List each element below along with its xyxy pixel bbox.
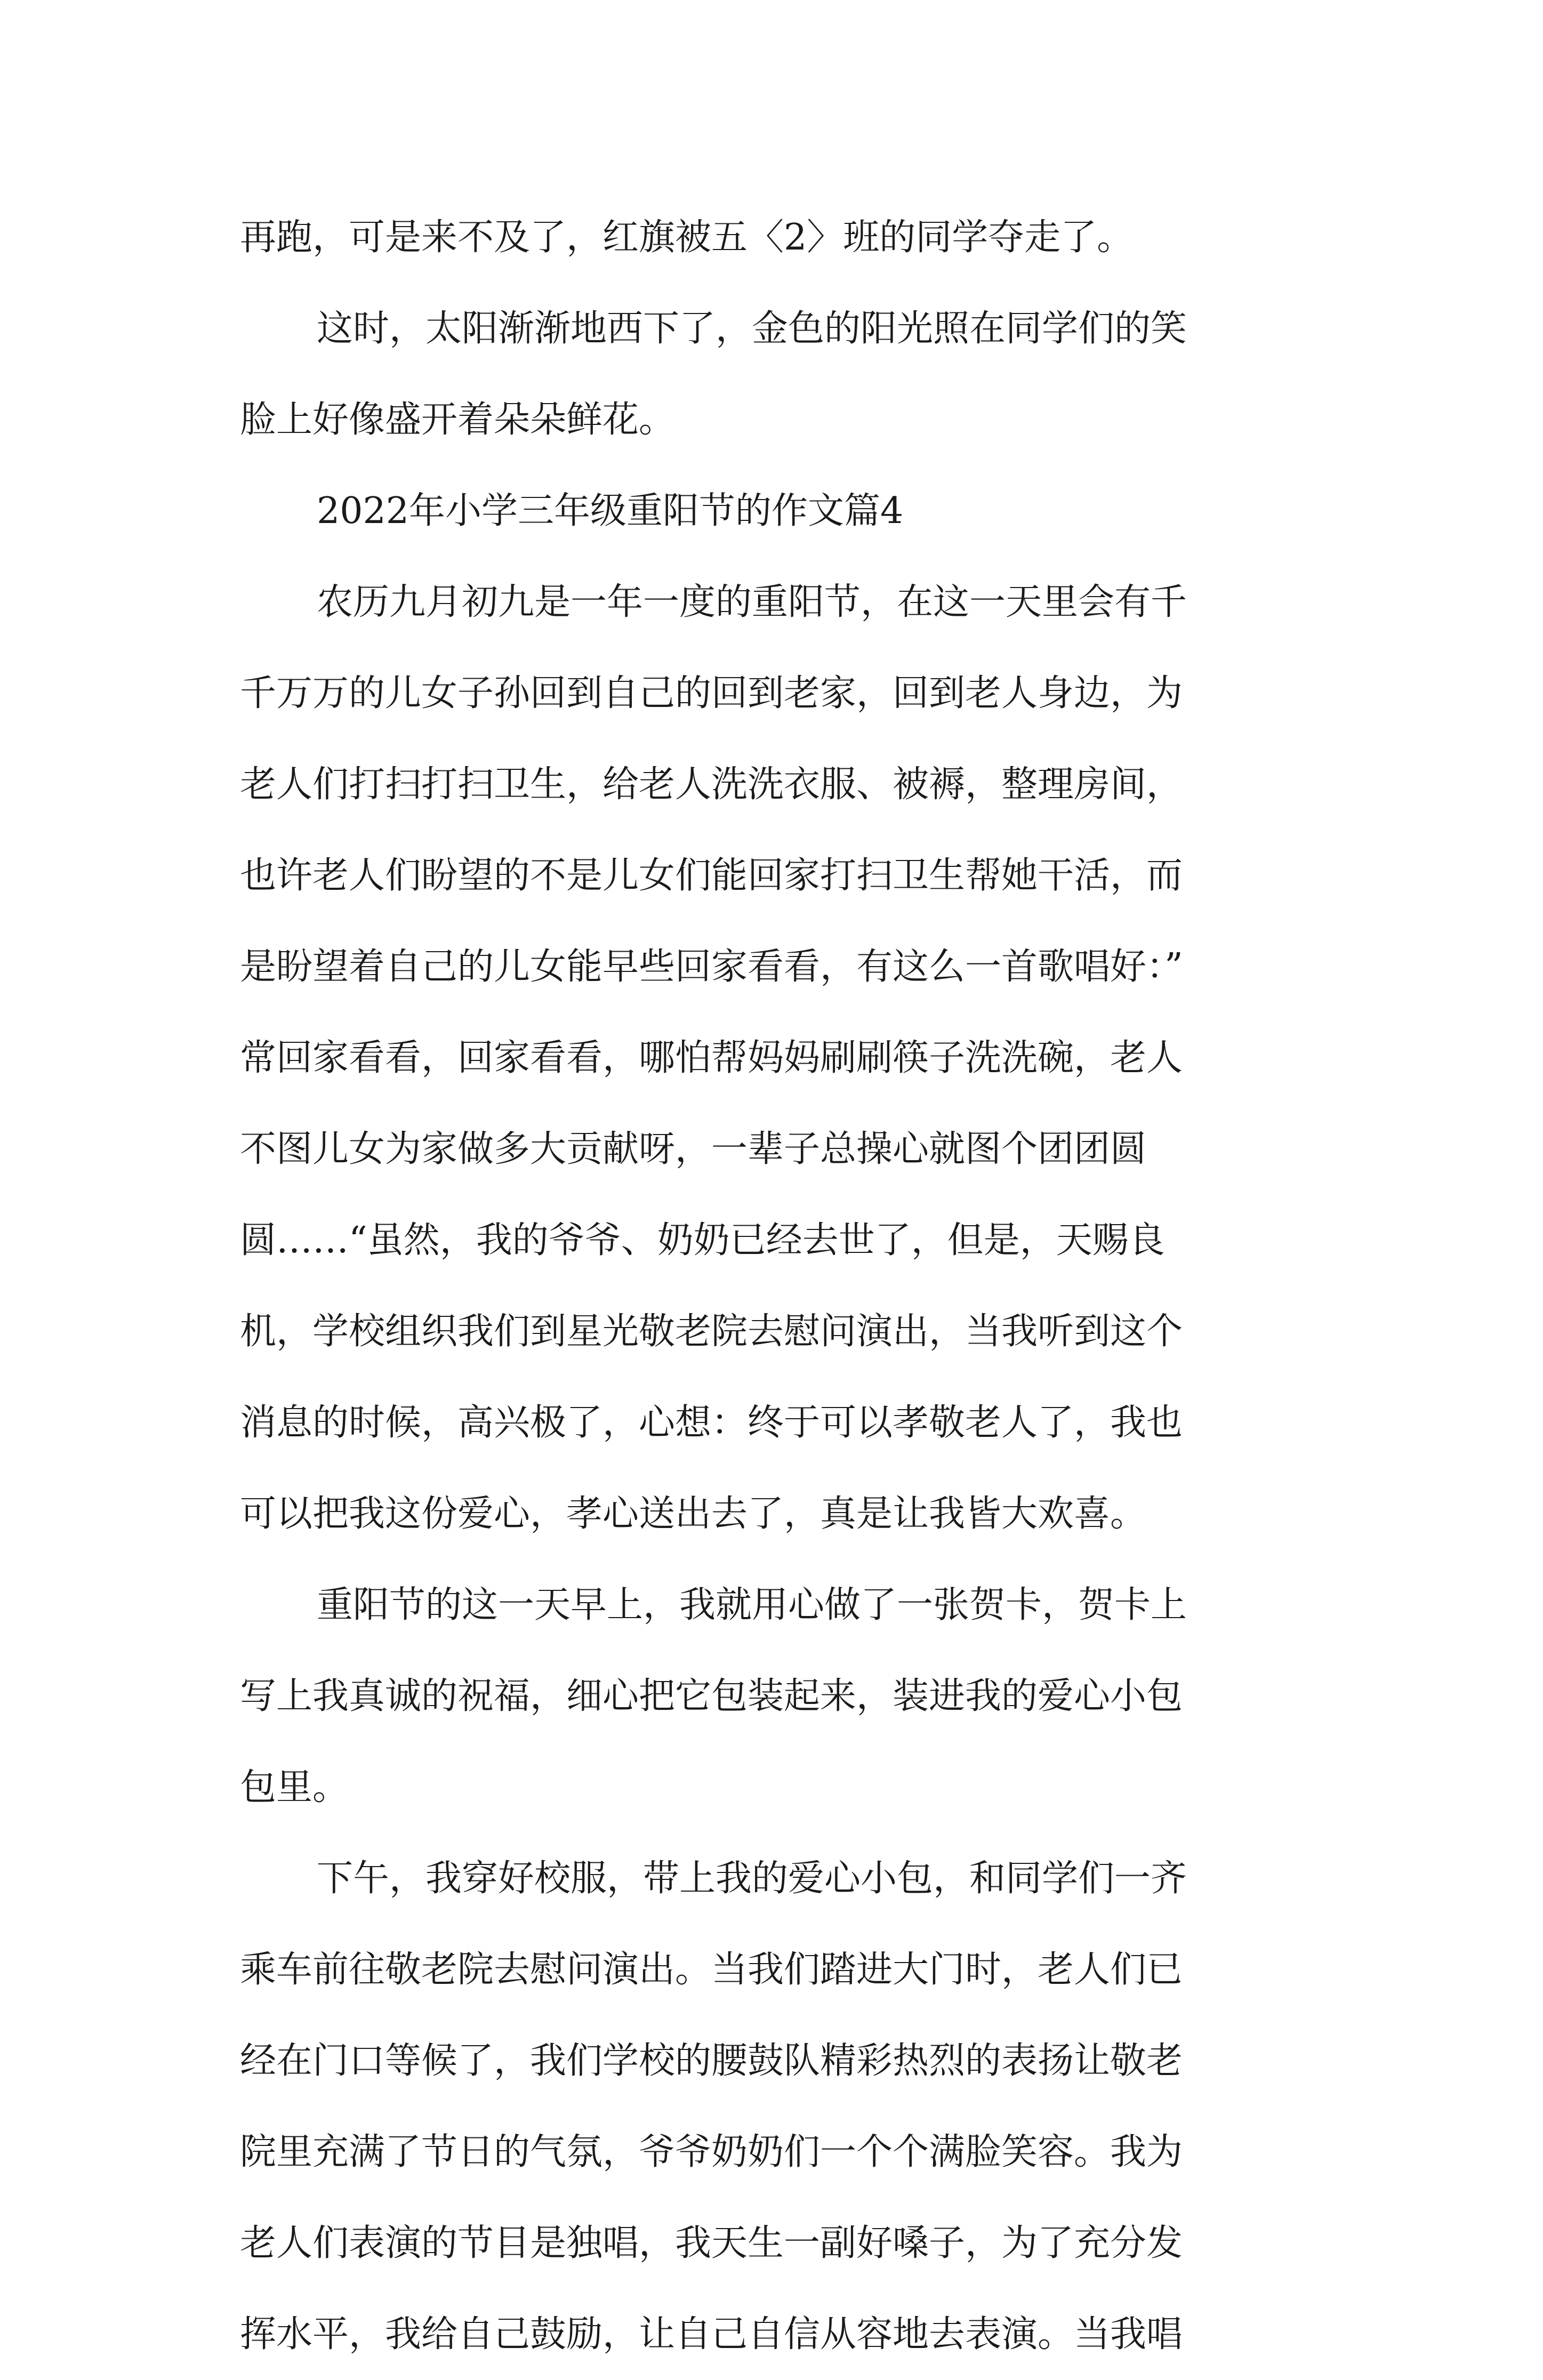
- text-line: 2022年小学三年级重阳节的作文篇4: [317, 490, 904, 532]
- text-line: 可以把我这份爱心，孝心送出去了，真是让我皆大欢喜。: [240, 1493, 1147, 1535]
- document-body: [240, 192, 1306, 2380]
- text-line: 写上我真诚的祝福，细心把它包装起来，装进我的爱心小包: [240, 1675, 1183, 1717]
- text-line: 院里充满了节日的气氛，爷爷奶奶们一个个满脸笑容。我为: [240, 2131, 1183, 2173]
- text-line: 这时，太阳渐渐地西下了，金色的阳光照在同学们的笑: [317, 308, 1187, 350]
- text-line: 老人们打扫打扫卫生，给老人洗洗衣服、被褥，整理房间，: [240, 763, 1183, 806]
- text-line: 机，学校组织我们到星光敬老院去慰问演出，当我听到这个: [240, 1310, 1183, 1353]
- text-line: 也许老人们盼望的不是儿女们能回家打扫卫生帮她干活，而: [240, 855, 1183, 897]
- text-line: 农历九月初九是一年一度的重阳节，在这一天里会有千: [317, 581, 1187, 623]
- text-line: 消息的时候，高兴极了，心想：终于可以孝敬老人了，我也: [240, 1402, 1183, 1444]
- text-line: 乘车前往敬老院去慰问演出。当我们踏进大门时，老人们已: [240, 1949, 1183, 1991]
- text-line: 是盼望着自己的儿女能早些回家看看，有这么一首歌唱好：”: [240, 946, 1183, 988]
- text-line: 老人们表演的节目是独唱，我天生一副好嗓子，为了充分发: [240, 2222, 1183, 2264]
- text-line: 圆……“虽然，我的爷爷、奶奶已经去世了，但是，天赐良: [240, 1219, 1165, 1261]
- text-line: 千万万的儿女子孙回到自己的回到老家，回到老人身边，为: [240, 672, 1183, 714]
- text-line: 脸上好像盛开着朵朵鲜花。: [240, 399, 676, 441]
- text-line: 重阳节的这一天早上，我就用心做了一张贺卡，贺卡上: [317, 1584, 1187, 1626]
- text-line: 挥水平，我给自己鼓励，让自己自信从容地去表演。当我唱: [240, 2313, 1183, 2355]
- text-line: 经在门口等候了，我们学校的腰鼓队精彩热烈的表扬让敬老: [240, 2040, 1183, 2082]
- text-line: 常回家看看，回家看看，哪怕帮妈妈刷刷筷子洗洗碗，老人: [240, 1037, 1183, 1079]
- text-line: 再跑，可是来不及了，红旗被五〈2〉班的同学夺走了。: [240, 216, 1134, 259]
- text-line: 下午，我穿好校服，带上我的爱心小包，和同学们一齐: [317, 1858, 1187, 1900]
- text-line: 不图儿女为家做多大贡献呀，一辈子总操心就图个团团圆: [240, 1128, 1147, 1170]
- text-line: 包里。: [240, 1766, 349, 1808]
